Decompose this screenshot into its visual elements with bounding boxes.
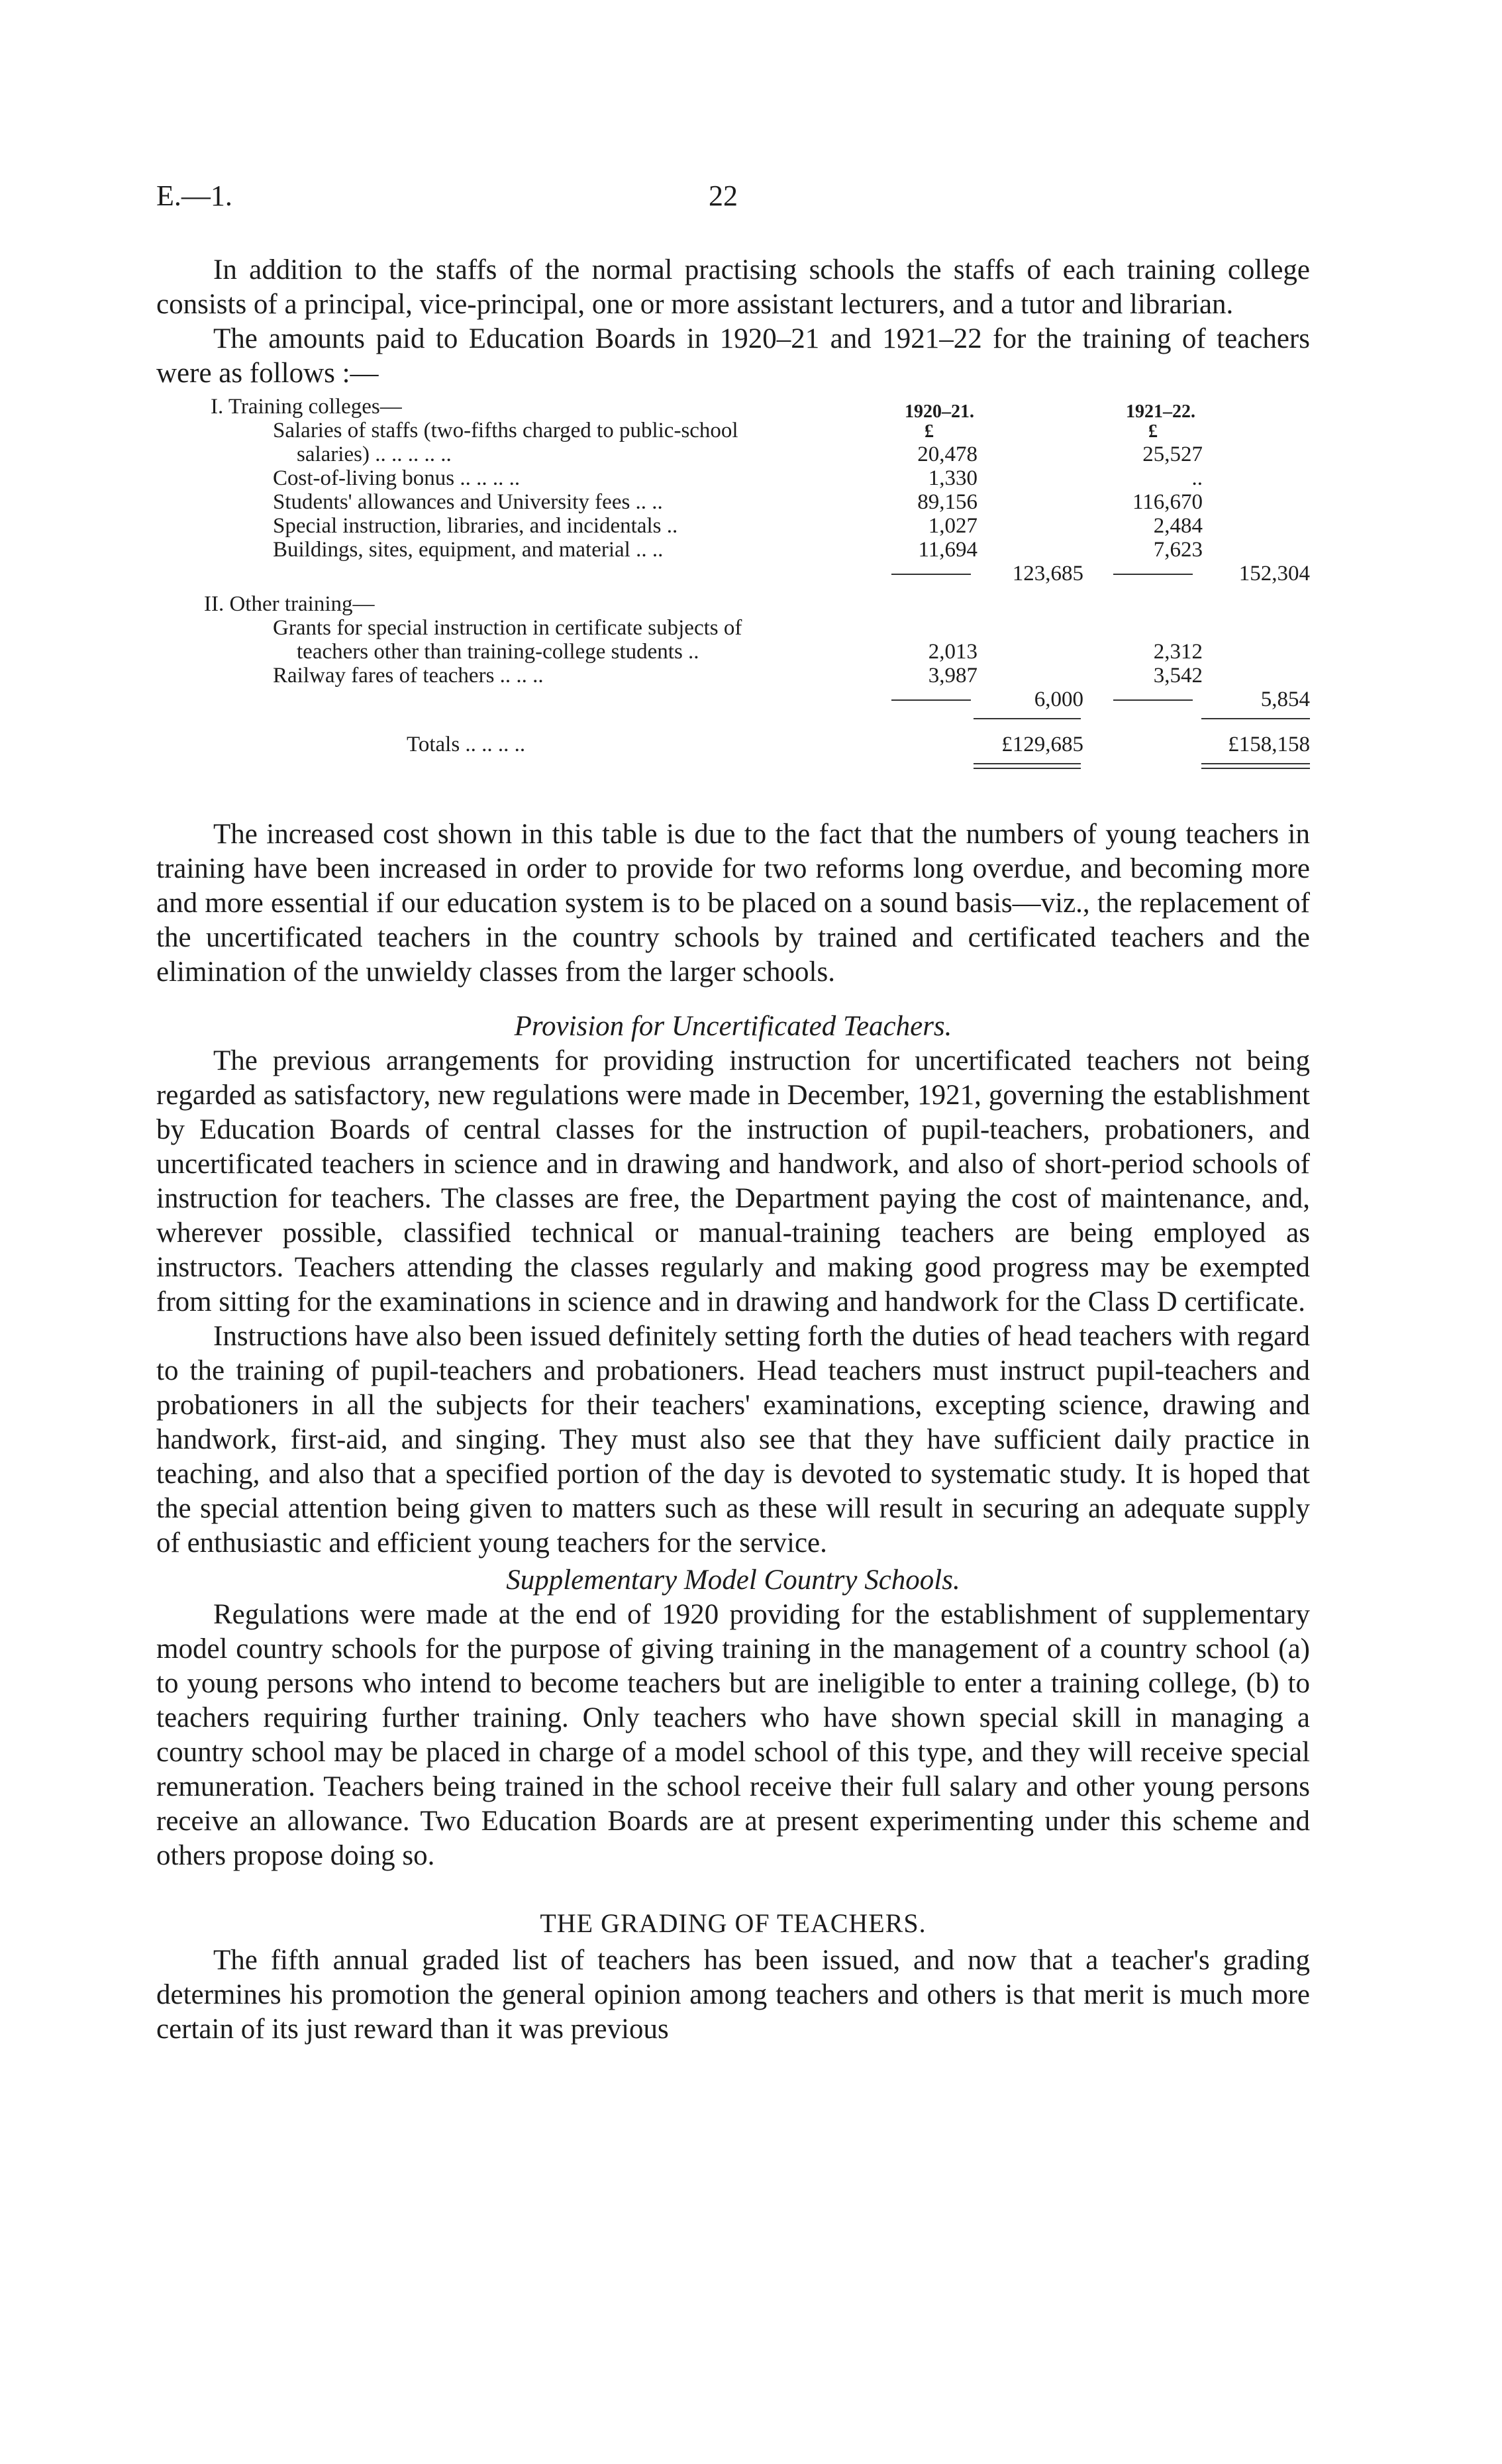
page-header bbox=[156, 179, 1310, 219]
row-label-allowances: Students' allowances and University fees .. .. bbox=[273, 490, 663, 514]
column-header-1921-22: 1921–22. bbox=[1126, 401, 1195, 422]
section2-subtotal-1921: 5,854 bbox=[1260, 688, 1310, 711]
row-value-salaries-1920: 20,478 bbox=[917, 442, 977, 466]
totals-label: Totals .. .. .. .. bbox=[407, 733, 526, 756]
subtotal-rule-1 bbox=[891, 574, 971, 575]
row-value-buildings-1920: 11,694 bbox=[918, 538, 977, 562]
row-label-grants-cont: teachers other than training-college students .. bbox=[297, 640, 699, 664]
row-value-special-instruction-1921: 2,484 bbox=[1153, 514, 1203, 538]
row-label-railway: Railway fares of teachers .. .. .. bbox=[273, 664, 544, 688]
row-value-railway-1920: 3,987 bbox=[928, 664, 977, 688]
heading-provision-uncertificated: Provision for Uncertificated Teachers. bbox=[514, 1011, 952, 1042]
total-double-rule-1 bbox=[974, 763, 1081, 769]
page-number: 22 bbox=[709, 180, 738, 212]
paragraph-amounts-intro: The amounts paid to Education Boards in 1920–21 and 1921–22 for the training of teachers were as follows :— bbox=[156, 323, 1310, 389]
row-label-grants: Grants for special instruction in certificate subjects of bbox=[273, 616, 742, 640]
total-double-rule-2 bbox=[1201, 763, 1310, 769]
paragraph-increased-cost: The increased cost shown in this table is due to the fact that the numbers of young teachers in training have been increased in order to provide for two reforms long overdue, and becoming more and more essential if our education system is to be placed on a sound basis—viz., the replacement of the uncertificated teachers in the country schools by trained and certificated teachers and the elimination of the unwieldy classes from the larger schools. bbox=[156, 819, 1310, 988]
total-rule-top-1 bbox=[974, 718, 1081, 719]
row-value-grants-1921: 2,312 bbox=[1153, 640, 1203, 664]
row-value-allowances-1920: 89,156 bbox=[917, 490, 977, 514]
paragraph-previous-arrangements: The previous arrangements for providing instruction for uncertificated teachers not being regarded as satisfactory, new regulations were made in December, 1921, governing the establishment by Education Boards of central classes for the instruction of pupil-teachers, probationers, and uncertificated teachers in science and in drawing and handwork, and also of short-period schools of instruction for teachers. The classes are free, the Department paying the cost of maintenance, and, wherever possible, classified technical or manual-training teachers are being employed as instructors. Teachers attending the classes regularly and making good progress may be exempted from sitting for the examinations in science and in drawing and handwork for the Class D certificate. bbox=[156, 1045, 1310, 1317]
row-value-allowances-1921: 116,670 bbox=[1132, 490, 1203, 514]
row-label-salaries: Salaries of staffs (two-fifths charged to public-school bbox=[273, 419, 738, 442]
heading-grading-of-teachers: THE GRADING OF TEACHERS. bbox=[540, 1908, 926, 1938]
column-currency-1: £ bbox=[925, 421, 934, 442]
row-value-bonus-1920: 1,330 bbox=[928, 466, 977, 490]
subtotal-rule-4 bbox=[1113, 699, 1193, 701]
row-label-special-instruction: Special instruction, libraries, and incidentals .. bbox=[273, 514, 678, 538]
total-rule-top-2 bbox=[1201, 718, 1310, 719]
row-label-bonus: Cost-of-living bonus .. .. .. .. bbox=[273, 466, 521, 490]
expenditure-table bbox=[156, 393, 1310, 817]
row-value-buildings-1921: 7,623 bbox=[1153, 538, 1203, 562]
document-code: E.—1. bbox=[156, 180, 232, 212]
document-page bbox=[156, 179, 1310, 2047]
grand-total-1921: £158,158 bbox=[1228, 733, 1310, 756]
subtotal-rule-3 bbox=[891, 699, 971, 701]
row-value-bonus-1921: .. bbox=[1191, 466, 1203, 490]
column-header-1920-21: 1920–21. bbox=[905, 401, 974, 422]
row-value-grants-1920: 2,013 bbox=[928, 640, 977, 664]
paragraph-instructions-head-teachers: Instructions have also been issued definitely setting forth the duties of head teachers with regard to the training of pupil-teachers and probationers. Head teachers must instruct pupil-teachers and probationers in all the subjects for their teachers' examinations, excepting science, drawing and handwork, first-aid, and singing. They must also see that they have sufficient daily practice in teaching, and also that a specified portion of the day is devoted to systematic study. It is hoped that the special attention being given to matters such as these will result in securing an adequate supply of enthusiastic and efficient young teachers for the service. bbox=[156, 1321, 1310, 1559]
paragraph-graded-list: The fifth annual graded list of teachers has been issued, and now that a teacher's grading determines his promotion the general opinion among teachers and others is that merit is much more certain of its just reward than it was previous bbox=[156, 1945, 1310, 2045]
row-label-salaries-cont: salaries) .. .. .. .. .. bbox=[297, 442, 452, 466]
paragraph-regulations-model-schools: Regulations were made at the end of 1920 providing for the establishment of supplementary model country schools for the purpose of giving training in the management of a country school (a) to young persons who intend to become teachers but are ineligible to enter a training college, (b) to teachers requiring further training. Only teachers who have shown special skill in managing a country school may be placed in charge of a model school of this type, and they will receive special remuneration. Teachers being trained in the school receive their full salary and other young persons receive an allowance. Two Education Boards are at present experimenting under this scheme and others propose doing so. bbox=[156, 1599, 1310, 1871]
row-label-buildings: Buildings, sites, equipment, and material .. .. bbox=[273, 538, 664, 562]
column-currency-2: £ bbox=[1148, 421, 1158, 442]
section-title-training-colleges: I. Training colleges— bbox=[211, 395, 402, 419]
section2-subtotal-1920: 6,000 bbox=[1034, 688, 1083, 711]
subtotal-rule-2 bbox=[1113, 574, 1193, 575]
row-value-special-instruction-1920: 1,027 bbox=[928, 514, 977, 538]
section1-subtotal-1921: 152,304 bbox=[1238, 562, 1310, 586]
row-value-railway-1921: 3,542 bbox=[1153, 664, 1203, 688]
grand-total-1920: £129,685 bbox=[1001, 733, 1083, 756]
paragraph-staffs: In addition to the staffs of the normal practising schools the staffs of each training college consists of a principal, vice-principal, one or more assistant lecturers, and a tutor and librarian. bbox=[156, 254, 1310, 320]
heading-supplementary-model-schools: Supplementary Model Country Schools. bbox=[506, 1565, 960, 1596]
section-title-other-training: II. Other training— bbox=[204, 592, 375, 616]
section1-subtotal-1920: 123,685 bbox=[1012, 562, 1083, 586]
row-value-salaries-1921: 25,527 bbox=[1142, 442, 1203, 466]
